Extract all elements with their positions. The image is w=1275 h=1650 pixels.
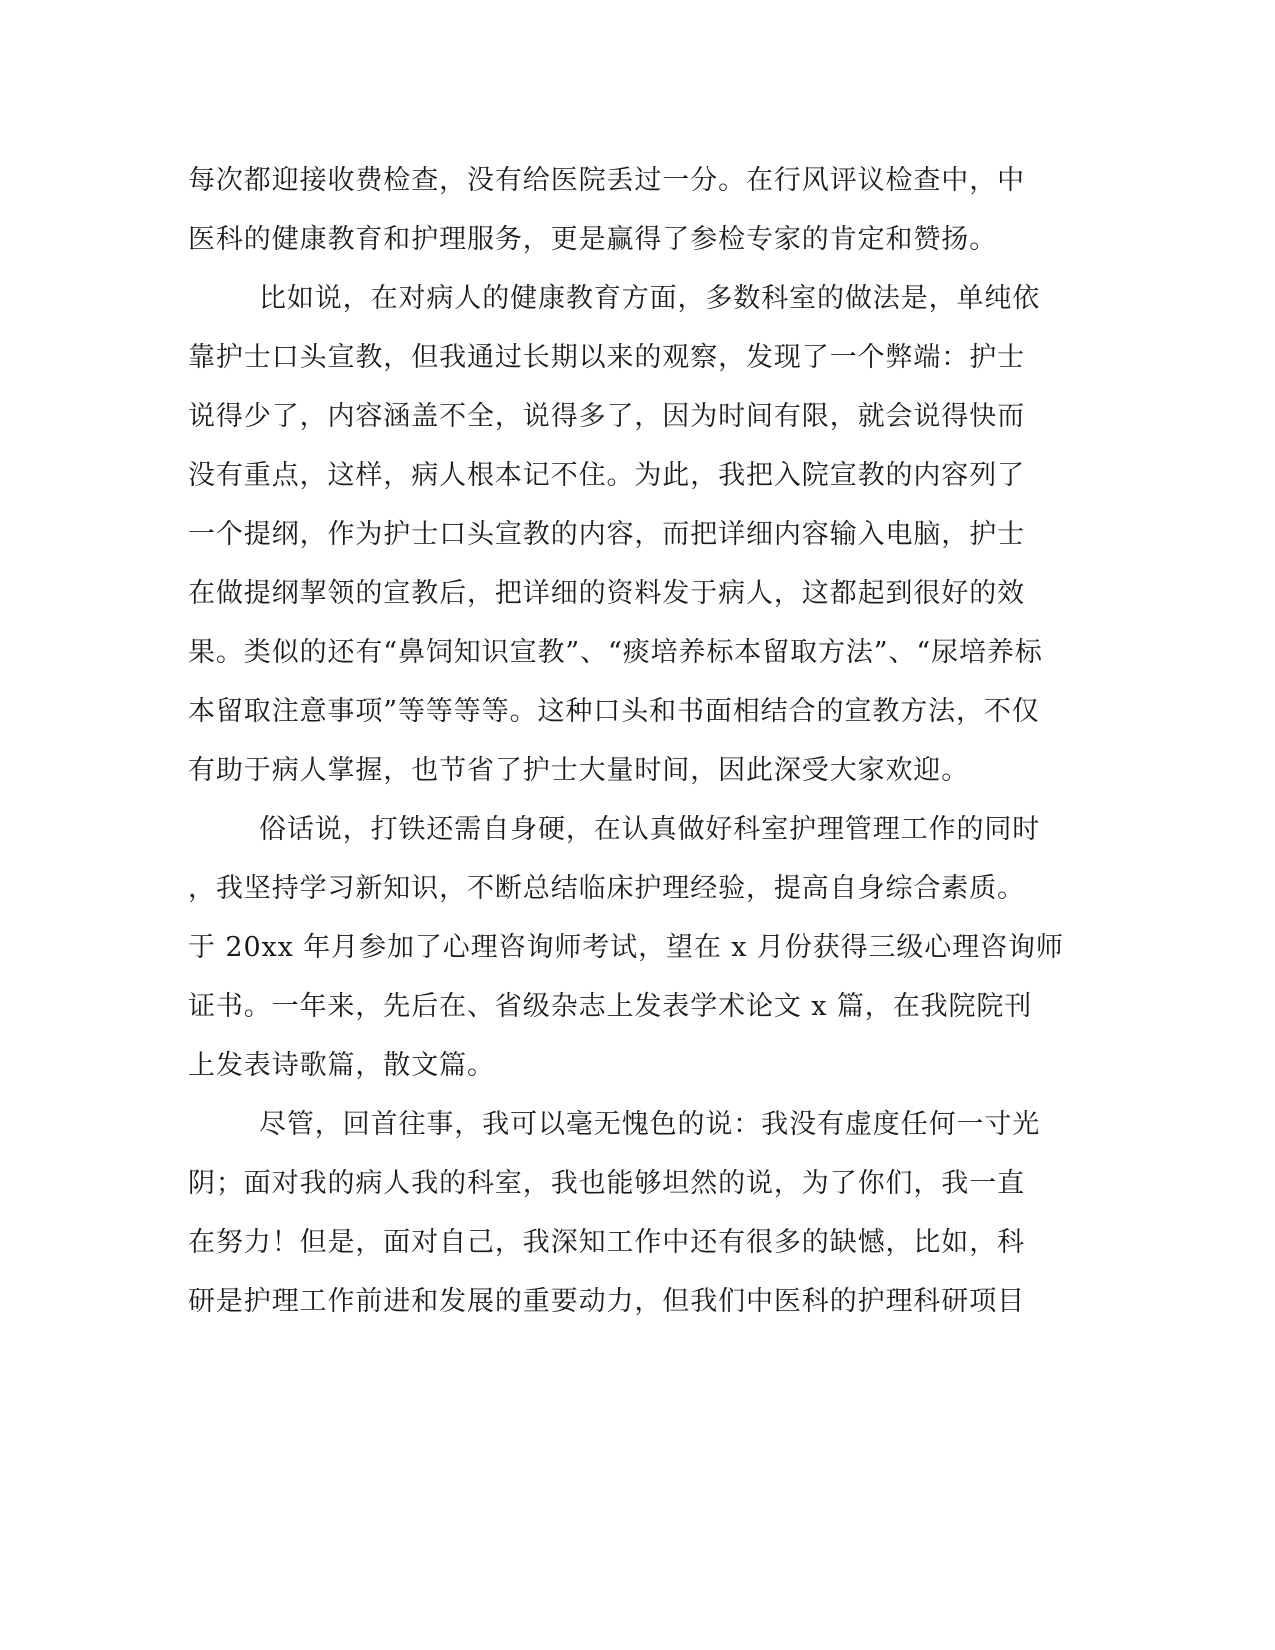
paragraph-start-line: 尽管，回首往事，我可以毫无愧色的说：我没有虚度任何一寸光: [259, 1109, 1041, 1140]
text-line: 在努力！但是，面对自己，我深知工作中还有很多的缺憾，比如，科: [188, 1227, 1025, 1258]
text-line: 有助于病人掌握，也节省了护士大量时间，因此深受大家欢迎。: [188, 755, 970, 786]
text-line: 在做提纲挈领的宣教后，把详细的资料发于病人，这都起到很好的效: [188, 578, 1025, 609]
text-line: 研是护理工作前进和发展的重要动力，但我们中医科的护理科研项目: [188, 1286, 1025, 1317]
text-line: 医科的健康教育和护理服务，更是赢得了参检专家的肯定和赞扬。: [188, 224, 998, 255]
paragraph-start-line: 比如说，在对病人的健康教育方面，多数科室的做法是，单纯依: [259, 283, 1041, 314]
text-line: 本留取注意事项”等等等等。这种口头和书面相结合的宣教方法，不仅: [188, 696, 1040, 727]
text-line: ，我坚持学习新知识，不断总结临床护理经验，提高自身综合素质。: [188, 873, 1025, 904]
paragraph-start-line: 俗话说，打铁还需自身硬，在认真做好科室护理管理工作的同时: [259, 814, 1041, 845]
text-line: 证书。一年来，先后在、省级杂志上发表学术论文 x 篇，在我院院刊: [188, 991, 1033, 1022]
text-line: 上发表诗歌篇，散文篇。: [188, 1050, 495, 1081]
text-line: 果。类似的还有“鼻饲知识宣教”、“痰培养标本留取方法”、“尿培养标: [188, 637, 1043, 668]
text-line: 靠护士口头宣教，但我通过长期以来的观察，发现了一个弊端：护士: [188, 342, 1025, 373]
text-line: 于 20xx 年月参加了心理咨询师考试，望在 x 月份获得三级心理咨询师: [188, 932, 1064, 963]
text-line: 说得少了，内容涵盖不全，说得多了，因为时间有限，就会说得快而: [188, 401, 1025, 432]
text-line: 一个提纲，作为护士口头宣教的内容，而把详细内容输入电脑，护士: [188, 519, 1025, 550]
text-line: 阴；面对我的病人我的科室，我也能够坦然的说，为了你们，我一直: [188, 1168, 1025, 1199]
text-line: 每次都迎接收费检查，没有给医院丢过一分。在行风评议检查中，中: [188, 165, 1025, 196]
text-line: 没有重点，这样，病人根本记不住。为此，我把入院宣教的内容列了: [188, 460, 1025, 491]
